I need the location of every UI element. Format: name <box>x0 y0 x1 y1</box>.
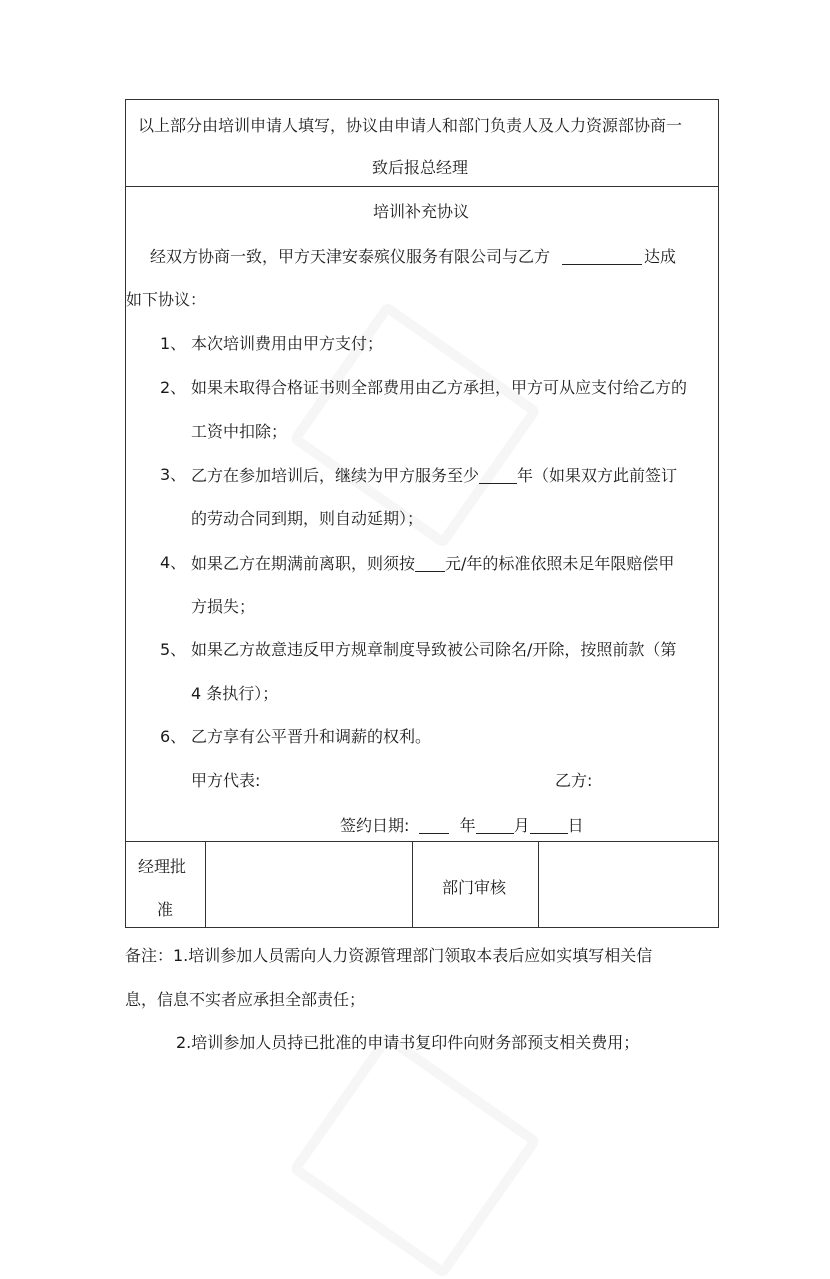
clause-number: 1、 <box>160 334 187 353</box>
clause-text <box>191 467 677 484</box>
sign-date <box>340 817 584 834</box>
sign-month-blank[interactable] <box>476 817 514 834</box>
watermark-seal <box>288 1031 541 1279</box>
table-divider <box>125 186 719 187</box>
agreement-intro-line1 <box>150 248 676 265</box>
agreement-intro-line2: 如下协议： <box>126 290 207 309</box>
notes-line1: 备注：1.培训参加人员需向人力资源管理部门领取本表后应如实填写相关信 <box>125 946 653 965</box>
notes-line2: 息，信息不实者应承担全部责任； <box>125 990 366 1009</box>
sign-day-blank[interactable] <box>530 817 568 834</box>
party-b-name-blank[interactable] <box>562 248 642 265</box>
clause-text: 本次培训费用由甲方支付； <box>191 334 384 353</box>
clause-text-part: 年（如果双方此前签订 <box>517 466 678 485</box>
clause-text: 的劳动合同到期，则自动延期）； <box>191 509 424 528</box>
intro-text: 经双方协商一致，甲方天津安泰殡仪服务有限公司与乙方 <box>150 247 551 266</box>
clause-text: 4 条执行）； <box>191 684 279 703</box>
table-divider <box>412 841 413 928</box>
clause-number: 2、 <box>160 378 187 397</box>
service-years-blank[interactable] <box>479 467 517 484</box>
sign-day-label: 日 <box>567 816 584 835</box>
clause-text <box>191 555 674 572</box>
clause-number: 6、 <box>160 727 187 746</box>
sign-year-blank[interactable] <box>419 817 449 834</box>
clause-text-part: 如果乙方在期满前离职，则须按 <box>191 554 416 573</box>
department-review-field[interactable] <box>539 842 718 927</box>
clause-text: 乙方享有公平晋升和调薪的权利。 <box>191 727 432 746</box>
clause-number: 4、 <box>160 553 187 572</box>
compensation-amount-blank[interactable] <box>415 555 445 572</box>
header-note-line2: 致后报总经理 <box>372 158 469 177</box>
clause-number: 3、 <box>160 465 187 484</box>
header-note-line1: 以上部分由培训申请人填写，协议由申请人和部门负责人及人力资源部协商一 <box>138 116 683 135</box>
clause-text: 如果未取得合格证书则全部费用由乙方承担，甲方可从应支付给乙方的 <box>191 378 688 397</box>
sign-date-label: 签约日期: <box>340 816 410 835</box>
clause-text-part: 乙方在参加培训后，继续为甲方服务至少 <box>191 466 480 485</box>
manager-approval-label-line1: 经理批 <box>138 857 187 876</box>
clause-text: 方损失； <box>191 597 256 616</box>
notes-line3: 2.培训参加人员持已批准的申请书复印件向财务部预支相关费用； <box>176 1033 640 1052</box>
party-b-label: 乙方: <box>555 771 593 790</box>
agreement-title: 培训补充协议 <box>373 202 470 221</box>
party-a-representative-label: 甲方代表: <box>191 771 261 790</box>
clause-text: 如果乙方故意违反甲方规章制度导致被公司除名/开除，按照前款（第 <box>191 640 677 659</box>
clause-number: 5、 <box>160 640 187 659</box>
manager-approval-field[interactable] <box>206 842 411 927</box>
manager-approval-label-line2: 准 <box>157 900 174 919</box>
clause-text: 工资中扣除； <box>191 422 288 441</box>
sign-year-label: 年 <box>459 816 476 835</box>
department-review-label: 部门审核 <box>442 878 507 897</box>
intro-text-end: 达成 <box>644 247 677 266</box>
sign-month-label: 月 <box>513 816 530 835</box>
clause-text-part: 元/年的标准依照未足年限赔偿甲 <box>445 554 675 573</box>
